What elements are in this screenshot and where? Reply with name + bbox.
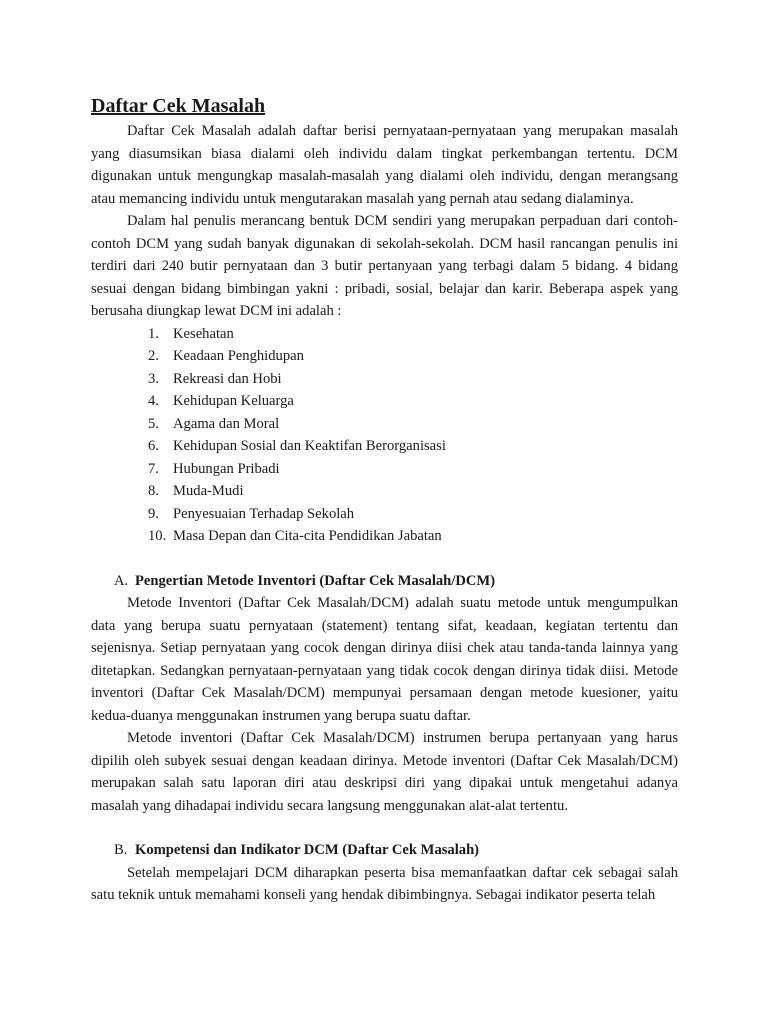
list-item-number: 7. [148,460,159,477]
section-letter: A. [114,572,129,589]
list-item [91,480,678,503]
list-item-number: 8. [148,483,159,499]
list-item [91,413,678,436]
list-item [91,458,678,481]
list-item-text: Kesehatan [173,325,234,342]
list-item [91,323,678,346]
list-item-text: Hubungan Pribadi [173,460,280,477]
section-title: Pengertian Metode Inventori (Daftar Cek Masalah/DCM) [135,572,496,589]
aspects-list [91,323,678,548]
list-item-text: Muda-Mudi [173,483,244,499]
section-b-heading [91,839,678,862]
list-item-text: Masa Depan dan Cita-cita Pendidikan Jabatan [173,528,442,544]
list-item-text: Keadaan Penghidupan [173,348,304,364]
list-item-number: 3. [148,370,159,387]
intro-paragraph-1: Daftar Cek Masalah adalah daftar berisi pernyataan-pernyataan yang merupakan masalah yang diasumsikan biasa dialami oleh individu dalam tingkat perkembangan tertentu. DCM digunakan untuk mengungkap masalah-masalah yang dialami oleh individu, dengan merangsang atau memancing individu untuk mengutarakan masalah yang pernah atau sedang dialaminya. [91,123,678,207]
spacer [91,817,678,839]
list-item-number: 1. [148,325,159,342]
list-item-number: 4. [148,393,159,409]
list-item [91,345,678,368]
section-b-paragraph-1: Setelah mempelajari DCM diharapkan peserta bisa memanfaatkan daftar cek sebagai salah satu teknik untuk memahami konseli yang hendak dibimbingnya. Sebagai indikator peserta telah [91,864,678,903]
list-item [91,390,678,413]
intro-paragraph-2: Dalam hal penulis merancang bentuk DCM sendiri yang merupakan perpaduan dari contoh-contoh DCM yang sudah banyak digunakan di sekolah-sekolah. DCM hasil rancangan penulis ini terdiri dari 240 butir pernyataan dan 3 butir pertanyaan yang terbagi dalam 5 bidang. 4 bidang sesuai dengan bidang bimbingan yakni : pribadi, sosial, belajar dan karir. Beberapa aspek yang berusaha diungkap lewat DCM ini adalah : [91,213,678,319]
list-item-text: Penyesuaian Terhadap Sekolah [173,505,355,522]
section-letter: B. [114,842,128,858]
list-item [91,525,678,548]
list-item-number: 5. [148,415,159,432]
list-item-number: 2. [148,348,159,364]
document-title: Daftar Cek Masalah [91,95,266,117]
list-item-number: 9. [148,505,159,522]
list-item [91,368,678,391]
list-item-text: Agama dan Moral [173,415,280,432]
list-item-text: Kehidupan Sosial dan Keaktifan Berorganisasi [173,438,446,454]
list-item [91,435,678,458]
section-a-paragraph-1: Metode Inventori (Daftar Cek Masalah/DCM) adalah suatu metode untuk mengumpulkan data yang berupa suatu pernyataan (statement) tentang sifat, keadaan, kegiatan tertentu dan sejenisnya. Setiap pernyataan yang cocok dengan dirinya diisi chek atau tanda-tanda lainnya yang ditetapkan. Sedangkan pernyataan-pernyataan yang tidak cocok dengan dirinya tidak diisi. Metode inventori (Daftar Cek Masalah/DCM) mempunyai persamaan dengan metode kuesioner, yaitu kedua-duanya menggunakan instrumen yang berupa suatu daftar. [91,595,678,724]
section-title: Kompetensi dan Indikator DCM (Daftar Cek Masalah) [135,842,480,858]
list-item-number: 10. [148,528,167,544]
list-item-number: 6. [148,438,159,454]
spacer [91,548,678,570]
list-item-text: Rekreasi dan Hobi [173,370,282,387]
list-item [91,503,678,526]
list-item-text: Kehidupan Keluarga [173,393,294,409]
section-a-paragraph-2: Metode inventori (Daftar Cek Masalah/DCM) instrumen berupa pertanyaan yang harus dipilih oleh subyek sesuai dengan keadaan dirinya. Metode inventori (Daftar Cek Masalah/DCM) merupakan salah satu laporan diri atau deskripsi diri yang dipakai untuk mengetahui adanya masalah yang dihadapai individu secara langsung menggunakan alat-alat tertentu. [91,730,678,814]
section-a-heading [91,570,678,593]
